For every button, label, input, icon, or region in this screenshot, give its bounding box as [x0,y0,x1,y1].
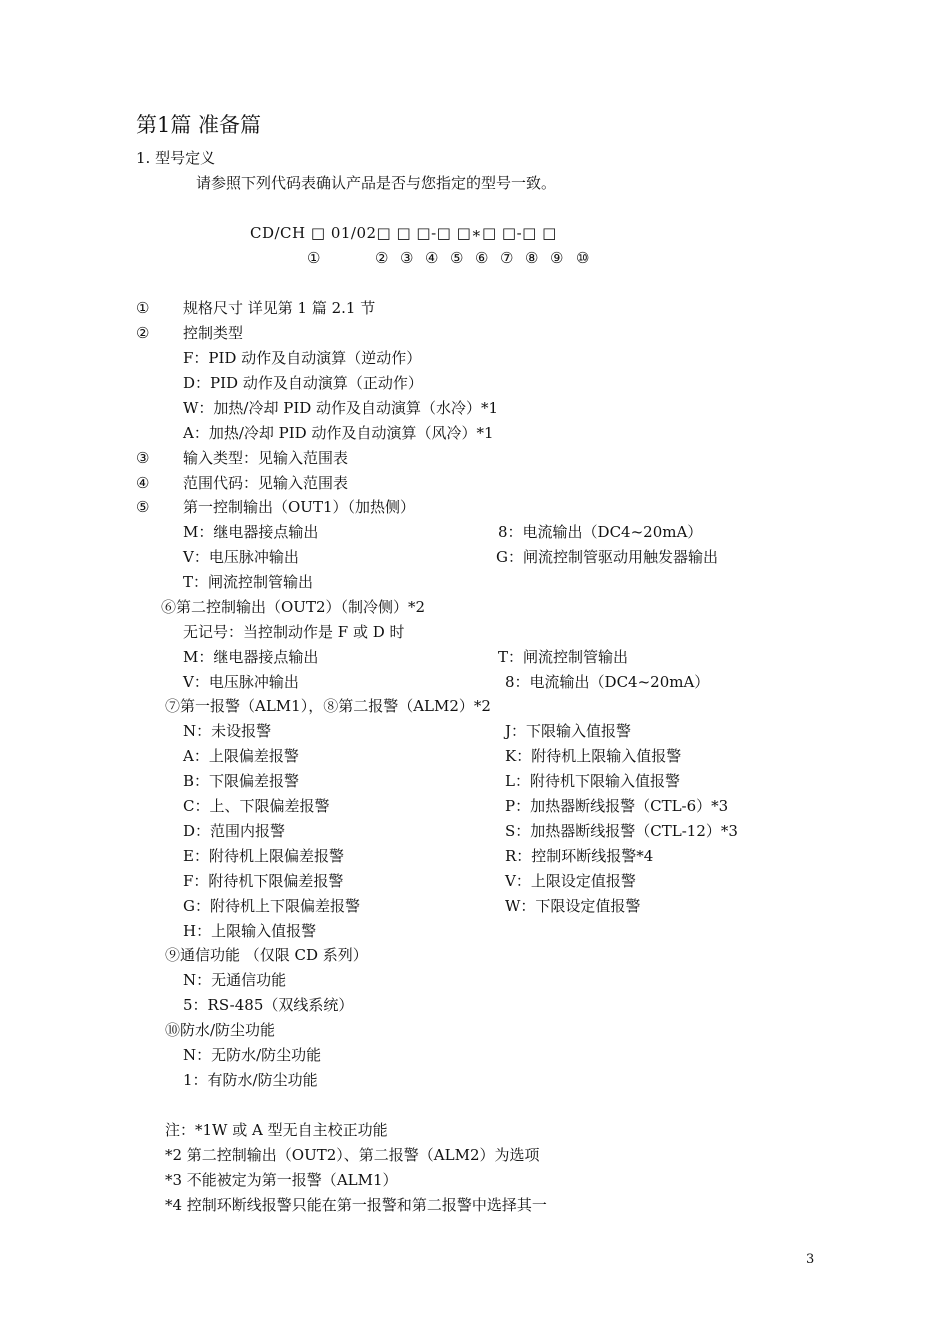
option-text: L：附待机下限输入值报警 [505,772,680,790]
option-text: 5：RS-485（双线系统） [183,996,354,1014]
item-label: 规格尺寸 详见第 1 篇 2.1 节 [183,299,376,317]
option-text: C：上、下限偏差报警 [183,797,330,815]
option-text: V：电压脉冲输出 [183,673,299,691]
footnote: *3 不能被定为第一报警（ALM1） [165,1171,398,1189]
option-text: 无记号：当控制动作是 F 或 D 时 [183,623,405,641]
option-text: N：未设报警 [183,722,272,740]
option-text: K：附待机上限输入值报警 [505,747,682,765]
option-text: 8：电流输出（DC4~20mA） [498,523,703,541]
item-number: ⑤ [136,498,150,516]
option-text: M：继电器接点输出 [183,523,319,541]
footnote: *4 控制环断线报警只能在第一报警和第二报警中选择其一 [165,1196,547,1214]
option-text: V：上限设定值报警 [505,872,636,890]
item-number: ④ [136,474,150,492]
item-label: ⑦第一报警（ALM1），⑧第二报警（ALM2）*2 [165,697,491,715]
option-text: 8：电流输出（DC4~20mA） [505,673,710,691]
code-marker: ⑤ [450,249,464,267]
option-text: 1：有防水/防尘功能 [183,1071,318,1089]
option-text: F：附待机下限偏差报警 [183,872,344,890]
item-label: 第一控制输出（OUT1）（加热侧） [183,498,415,516]
option-text: J：下限输入值报警 [505,722,632,740]
item-label: ⑨通信功能 （仅限 CD 系列） [165,946,368,964]
option-text: N：无通信功能 [183,971,287,989]
code-marker: ③ [400,249,414,267]
option-text: W：下限设定值报警 [505,897,641,915]
option-text: G：闸流控制管驱动用触发器输出 [496,548,718,566]
item-label: ⑥第二控制输出（OUT2）（制冷侧）*2 [161,598,426,616]
item-number: ② [136,324,150,342]
code-marker: ⑩ [576,249,590,267]
code-marker: ⑦ [500,249,514,267]
option-text: R：控制环断线报警*4 [505,847,654,865]
option-text: D：PID 动作及自动演算（正动作） [183,374,423,392]
option-text: G：附待机上下限偏差报警 [183,897,360,915]
section-heading: 1. 型号定义 [136,149,216,167]
option-text: N：无防水/防尘功能 [183,1046,322,1064]
code-marker: ⑧ [525,249,539,267]
option-text: D：范围内报警 [183,822,286,840]
footnote: 注：*1W 或 A 型无自主校正功能 [165,1121,388,1139]
footnote: *2 第二控制输出（OUT2）、第二报警（ALM2）为选项 [165,1146,540,1164]
item-label: ⑩防水/防尘功能 [165,1021,276,1039]
intro-text: 请参照下列代码表确认产品是否与您指定的型号一致。 [196,174,557,192]
code-marker: ④ [425,249,439,267]
option-text: B：下限偏差报警 [183,772,300,790]
option-text: F：PID 动作及自动演算（逆动作） [183,349,422,367]
option-text: W：加热/冷却 PID 动作及自动演算（水冷）*1 [183,399,499,417]
option-text: V：电压脉冲输出 [183,548,299,566]
option-text: T：闸流控制管输出 [498,648,629,666]
page-title: 第1篇 准备篇 [136,113,262,137]
model-code-line: CD/CH □ 01/02□ □ □-□ □∗□ □-□ □ [250,224,557,242]
item-label: 范围代码：见输入范围表 [183,474,349,492]
option-text: T：闸流控制管输出 [183,573,314,591]
option-text: A：加热/冷却 PID 动作及自动演算（风冷）*1 [183,424,494,442]
option-text: M：继电器接点输出 [183,648,319,666]
code-marker: ⑨ [550,249,564,267]
option-text: E：附待机上限偏差报警 [183,847,344,865]
option-text: S：加热器断线报警（CTL-12）*3 [505,822,738,840]
item-number: ③ [136,449,150,467]
page-number: 3 [806,1252,815,1267]
code-marker: ① [307,249,321,267]
option-text: P：加热器断线报警（CTL-6）*3 [505,797,729,815]
option-text: H：上限输入值报警 [183,922,317,940]
code-marker: ⑥ [475,249,489,267]
item-number: ① [136,299,150,317]
code-marker: ② [375,249,389,267]
item-label: 输入类型：见输入范围表 [183,449,349,467]
item-label: 控制类型 [183,324,244,342]
option-text: A：上限偏差报警 [183,747,299,765]
